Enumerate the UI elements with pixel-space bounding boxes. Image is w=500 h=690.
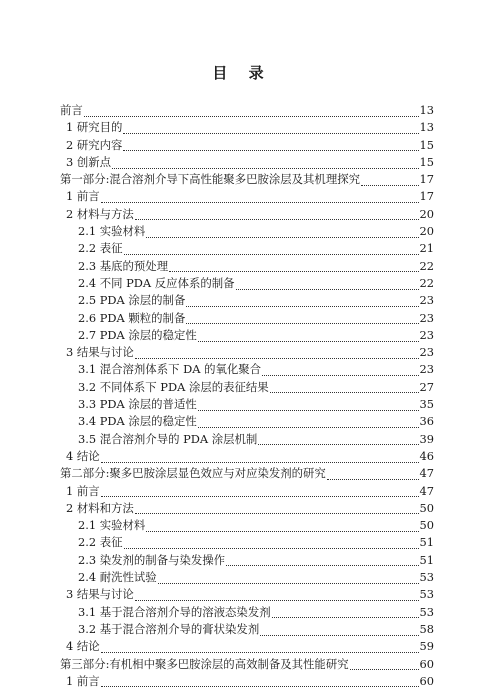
toc-entry-label: 4 结论	[66, 639, 100, 654]
toc-entry-page-number: 23	[419, 345, 434, 360]
toc-entry-page-number: 58	[419, 621, 434, 636]
toc-entry-label: 2 材料与方法	[66, 206, 134, 221]
dot-leader	[350, 660, 419, 670]
toc-entry[interactable]	[60, 344, 434, 361]
toc-entry-page-number: 53	[419, 587, 434, 602]
toc-entry[interactable]	[60, 119, 434, 136]
dot-leader	[135, 210, 419, 220]
toc-entry[interactable]	[60, 621, 434, 638]
toc-entry[interactable]	[60, 206, 434, 223]
dot-leader	[135, 504, 419, 514]
toc-entry-label: 2 研究内容	[66, 137, 123, 152]
dot-leader	[258, 435, 418, 445]
toc-entry-label: 3.2 基于混合溶剂介导的膏状染发剂	[78, 621, 260, 636]
toc-entry[interactable]	[60, 465, 434, 482]
dot-leader	[101, 643, 419, 653]
dot-leader	[198, 418, 419, 428]
dot-leader	[123, 124, 418, 134]
dot-leader	[135, 591, 419, 601]
toc-entry[interactable]	[60, 154, 434, 171]
toc-entry[interactable]	[60, 604, 434, 621]
dot-leader	[272, 608, 419, 618]
dot-leader	[84, 107, 419, 117]
toc-entry[interactable]	[60, 258, 434, 275]
toc-entry[interactable]	[60, 379, 434, 396]
toc-entry-page-number: 21	[419, 241, 434, 256]
toc-entry-label: 2.3 染发剂的制备与染发操作	[78, 552, 226, 567]
toc-entry[interactable]	[60, 361, 434, 378]
toc-entry[interactable]	[60, 638, 434, 655]
dot-leader	[101, 487, 419, 497]
toc-entry-label: 3 结果与讨论	[66, 345, 134, 360]
toc-entry-label: 2.2 表征	[78, 535, 123, 550]
dot-leader	[226, 556, 418, 566]
toc-entry[interactable]	[60, 396, 434, 413]
toc-entry-page-number: 46	[419, 448, 434, 463]
toc-entry-label: 第一部分:混合溶剂介导下高性能聚多巴胺涂层及其机理探究	[60, 172, 360, 187]
toc-entry-label: 前言	[60, 103, 83, 117]
toc-entry[interactable]	[60, 171, 434, 188]
dot-leader	[146, 228, 418, 238]
toc-entry-page-number: 15	[419, 137, 434, 152]
toc-entry[interactable]	[60, 569, 434, 586]
toc-entry-label: 3 创新点	[66, 154, 112, 169]
toc-entry[interactable]	[60, 413, 434, 430]
dot-leader	[112, 159, 418, 169]
toc-entry-page-number: 23	[419, 362, 434, 377]
toc-entry-page-number: 53	[419, 570, 434, 585]
toc-entry-page-number: 51	[419, 552, 434, 567]
toc-entry[interactable]	[60, 448, 434, 465]
dot-leader	[260, 626, 418, 636]
toc-entry-label: 1 前言	[66, 189, 100, 204]
toc-title: 目 录	[212, 64, 272, 82]
dot-leader	[169, 262, 418, 272]
dot-leader	[361, 176, 419, 186]
toc-entry[interactable]	[60, 431, 434, 448]
dot-leader	[101, 677, 419, 687]
toc-entry-page-number: 53	[419, 604, 434, 619]
toc-entry-label: 2.5 PDA 涂层的制备	[78, 293, 186, 308]
toc-entry-page-number: 51	[419, 535, 434, 550]
toc-entry-page-number: 47	[419, 483, 434, 498]
toc-entry[interactable]	[60, 310, 434, 327]
toc-entry-page-number: 17	[419, 172, 434, 187]
dot-leader	[270, 383, 419, 393]
dot-leader	[101, 453, 419, 463]
toc-entry[interactable]	[60, 656, 434, 673]
toc-entry-label: 1 前言	[66, 673, 100, 688]
dot-leader	[135, 349, 419, 359]
dot-leader	[146, 522, 418, 532]
toc-entry[interactable]	[60, 327, 434, 344]
toc-entry[interactable]	[60, 223, 434, 240]
toc-entry-label: 2.7 PDA 涂层的稳定性	[78, 327, 197, 342]
dot-leader	[198, 332, 419, 342]
toc-entry[interactable]	[60, 586, 434, 603]
toc-entry-page-number: 50	[419, 500, 434, 515]
toc-entry-label: 4 结论	[66, 448, 100, 463]
toc-entry-label: 3 结果与讨论	[66, 587, 134, 602]
toc-entry-label: 3.2 不同体系下 PDA 涂层的表征结果	[78, 379, 269, 394]
toc-entry-label: 1 前言	[66, 483, 100, 498]
toc-entry-label: 3.1 混合溶剂体系下 DA 的氧化聚合	[78, 362, 262, 377]
toc-entry[interactable]	[60, 534, 434, 551]
dot-leader	[262, 366, 418, 376]
toc-entry-page-number: 39	[419, 431, 434, 446]
toc-entry[interactable]	[60, 188, 434, 205]
toc-entry-label: 2 材料和方法	[66, 500, 134, 515]
toc-entry-label: 3.3 PDA 涂层的普适性	[78, 397, 197, 412]
dot-leader	[186, 314, 418, 324]
toc-entry-page-number: 13	[419, 103, 434, 117]
table-of-contents	[60, 102, 434, 690]
toc-entry-page-number: 23	[419, 310, 434, 325]
toc-entry[interactable]	[60, 275, 434, 292]
dot-leader	[236, 280, 419, 290]
toc-entry[interactable]	[60, 517, 434, 534]
toc-entry[interactable]	[60, 552, 434, 569]
toc-entry-label: 2.3 基底的预处理	[78, 258, 169, 273]
toc-entry-page-number: 22	[419, 275, 434, 290]
toc-entry-label: 3.4 PDA 涂层的稳定性	[78, 414, 197, 429]
toc-entry-page-number: 23	[419, 293, 434, 308]
toc-entry[interactable]	[60, 292, 434, 309]
toc-entry[interactable]	[60, 102, 434, 119]
toc-entry-label: 2.2 表征	[78, 241, 123, 256]
toc-entry-label: 第三部分:有机相中聚多巴胺涂层的高效制备及其性能研究	[60, 656, 349, 671]
toc-entry-page-number: 47	[419, 466, 434, 481]
toc-entry[interactable]	[60, 673, 434, 690]
dot-leader	[327, 470, 419, 480]
toc-entry-label: 2.1 实验材料	[78, 518, 146, 533]
dot-leader	[123, 141, 418, 151]
dot-leader	[124, 245, 419, 255]
dot-leader	[158, 574, 419, 584]
toc-entry-page-number: 59	[419, 639, 434, 654]
toc-entry-label: 2.4 不同 PDA 反应体系的制备	[78, 275, 235, 290]
toc-entry-page-number: 17	[419, 189, 434, 204]
dot-leader	[101, 193, 419, 203]
toc-entry[interactable]	[60, 240, 434, 257]
toc-entry-page-number: 15	[419, 154, 434, 169]
toc-entry-page-number: 20	[419, 206, 434, 221]
toc-entry-label: 第二部分:聚多巴胺涂层显色效应与对应染发剂的研究	[60, 466, 326, 481]
toc-entry-page-number: 20	[419, 224, 434, 239]
toc-entry-page-number: 23	[419, 327, 434, 342]
dot-leader	[198, 401, 419, 411]
toc-entry-label: 2.1 实验材料	[78, 224, 146, 239]
dot-leader	[124, 539, 419, 549]
toc-entry-page-number: 50	[419, 518, 434, 533]
toc-entry[interactable]	[60, 137, 434, 154]
toc-entry-page-number: 36	[419, 414, 434, 429]
toc-entry-label: 2.6 PDA 颗粒的制备	[78, 310, 186, 325]
toc-entry-page-number: 27	[419, 379, 434, 394]
toc-entry-page-number: 35	[419, 397, 434, 412]
toc-entry-page-number: 22	[419, 258, 434, 273]
toc-entry-label: 2.4 耐洗性试验	[78, 570, 157, 585]
toc-entry-page-number: 60	[419, 673, 434, 688]
dot-leader	[186, 297, 418, 307]
toc-entry[interactable]	[60, 483, 434, 500]
toc-entry[interactable]	[60, 500, 434, 517]
toc-entry-page-number: 60	[419, 656, 434, 671]
toc-entry-label: 3.5 混合溶剂介导的 PDA 涂层机制	[78, 431, 258, 446]
toc-entry-label: 1 研究目的	[66, 120, 123, 135]
toc-entry-label: 3.1 基于混合溶剂介导的溶液态染发剂	[78, 604, 271, 619]
toc-entry-page-number: 13	[419, 120, 434, 135]
